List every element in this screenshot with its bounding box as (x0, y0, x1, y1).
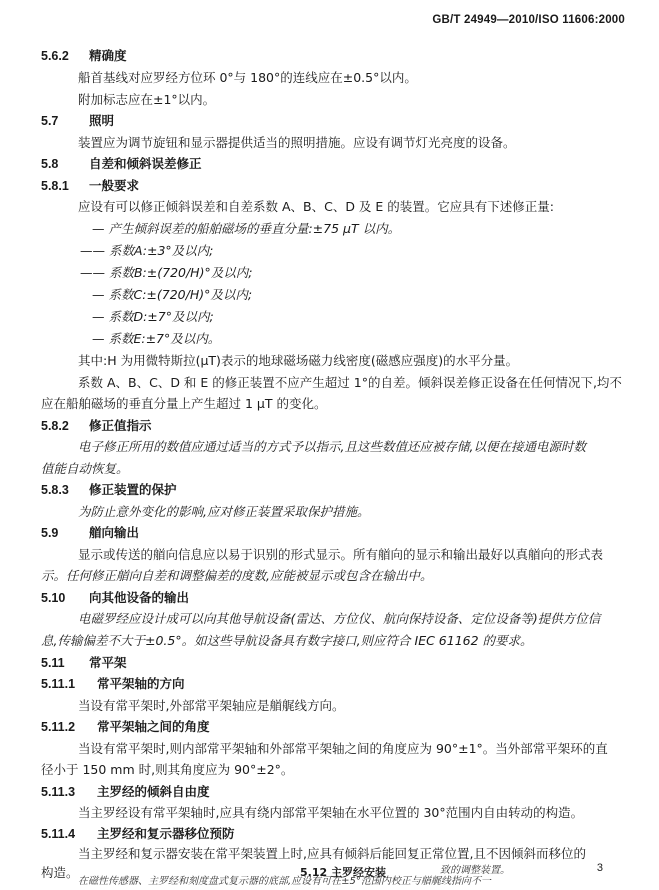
section-heading (41, 676, 185, 692)
paragraph: 示。任何修正艏向自差和调整偏差的度数,应能被显示或包含在输出中。 (41, 568, 433, 583)
section-heading (41, 113, 114, 129)
paragraph: 当设有常平架时,则内部常平架轴和外部常平架轴之间的角度应为 90°±1°。当外部常平架环的直 (78, 741, 608, 756)
paragraph: 当主罗经和复示器安装在常平架装置上时,应具有倾斜后能回复正常位置,且不因倾斜而移位的 (78, 846, 586, 861)
section-title: 艏向输出 (89, 525, 140, 540)
list-item: — 产生倾斜误差的船舶磁场的垂直分量:±75 μT 以内。 (92, 221, 401, 236)
paragraph: 径小于 150 mm 时,则其角度应为 90°±2°。 (41, 762, 294, 777)
paragraph: 息,传输偏差不大于±0.5°。如这些导航设备具有数字接口,则应符合 IEC 61162 的要求。 (41, 633, 533, 648)
section-number: 5.8.3 (41, 483, 69, 497)
section-number: 5.11.2 (41, 720, 76, 734)
section-heading (41, 418, 152, 434)
section-number: 5.11.4 (41, 827, 76, 841)
section-heading (41, 178, 139, 194)
section-number: 5.7 (41, 114, 59, 128)
section-number: 5.10 (41, 591, 66, 605)
section-number: 5.6.2 (41, 49, 69, 63)
list-item: — 系数D:±7°及以内; (92, 309, 214, 324)
paragraph: 船首基线对应罗经方位环 0°与 180°的连线应在±0.5°以内。 (78, 70, 417, 85)
section-title: 主罗经安装 (330, 866, 386, 879)
paragraph: 电磁罗经应设计成可以向其他导航设备(雷达、方位仪、航向保持设备、定位设备等)提供方位信 (78, 611, 601, 626)
paragraph: 为防止意外变化的影响,应对修正装置采取保护措施。 (78, 504, 370, 519)
paragraph: 系数 A、B、C、D 和 E 的修正装置不应产生超过 1°的自差。倾斜误差修正设备在任何情况下,均不 (78, 375, 622, 390)
list-item: —— 系数B:±(720/H)°及以内; (80, 265, 253, 280)
paragraph: 当设有常平架时,外部常平架轴应是艏艉线方向。 (78, 698, 345, 713)
paragraph: 显示或传送的艏向信息应以易于识别的形式显示。所有艏向的显示和输出最好以真艏向的形式表 (78, 547, 604, 562)
paragraph: 值能自动恢复。 (41, 461, 129, 476)
section-title: 修正装置的保护 (89, 482, 177, 497)
list-item: — 系数E:±7°及以内。 (92, 331, 221, 346)
list-item: — 系数C:±(720/H)°及以内; (92, 287, 253, 302)
section-heading (41, 826, 235, 842)
section-heading (41, 525, 139, 541)
paragraph: 当主罗经设有常平架轴时,应具有绕内部常平架轴在水平位置的 30°范围内自由转动的构造。 (78, 805, 584, 820)
section-heading (41, 655, 127, 671)
section-title: 向其他设备的输出 (89, 590, 190, 605)
section-number: 5.8.2 (41, 419, 69, 433)
section-heading (41, 156, 202, 172)
section-title: 照明 (89, 113, 115, 128)
section-title: 常平架轴之间的角度 (97, 719, 210, 734)
paragraph: 装置应为调节旋钮和显示器提供适当的照明措施。应设有调节灯光亮度的设备。 (78, 135, 516, 150)
section-title: 一般要求 (89, 178, 140, 193)
section-title: 自差和倾斜误差修正 (89, 156, 202, 171)
paragraph: 致的调整装置。 (440, 865, 510, 876)
section-number: 5.11 (41, 656, 65, 670)
section-number: 5.11.3 (41, 785, 76, 799)
section-title: 常平架轴的方向 (97, 676, 185, 691)
section-heading (41, 719, 210, 735)
section-heading (41, 590, 189, 606)
section-title: 主罗经和复示器移位预防 (97, 826, 235, 841)
page-number: 3 (596, 862, 603, 874)
section-number: 5.9 (41, 526, 59, 540)
section-heading (41, 784, 210, 800)
section-heading (41, 48, 127, 64)
standard-header: GB/T 24949—2010/ISO 11606:2000 (432, 14, 625, 26)
paragraph: 应在船舶磁场的垂直分量上产生超过 1 μT 的变化。 (41, 396, 327, 411)
section-number: 5.8 (41, 157, 59, 171)
section-number: 5.12 (300, 866, 328, 879)
section-number: 5.11.1 (41, 677, 76, 691)
section-title: 主罗经的倾斜自由度 (97, 784, 210, 799)
paragraph: 应设有可以修正倾斜误差和自差系数 A、B、C、D 及 E 的装置。它应具有下述修正量: (78, 199, 554, 214)
paragraph: 构造。 (41, 865, 79, 880)
section-title: 精确度 (89, 48, 127, 63)
section-number: 5.8.1 (41, 179, 69, 193)
paragraph: 附加标志应在±1°以内。 (78, 92, 216, 107)
section-title: 修正值指示 (89, 418, 152, 433)
paragraph: 电子修正所用的数值应通过适当的方式予以指示,且这些数值还应被存储,以便在接通电源时数 (78, 439, 586, 454)
paragraph: 其中:H 为用微特斯拉(μT)表示的地球磁场磁力线密度(磁感应强度)的水平分量。 (78, 353, 519, 368)
list-item: —— 系数A:±3°及以内; (80, 243, 214, 258)
section-heading (41, 482, 177, 498)
paragraph: 在磁性传感器、主罗经和刻度盘式复示器的底部,应设有可在±5°范围内校正与艏艉线指向不一 (78, 876, 491, 887)
section-title: 常平架 (89, 655, 127, 670)
